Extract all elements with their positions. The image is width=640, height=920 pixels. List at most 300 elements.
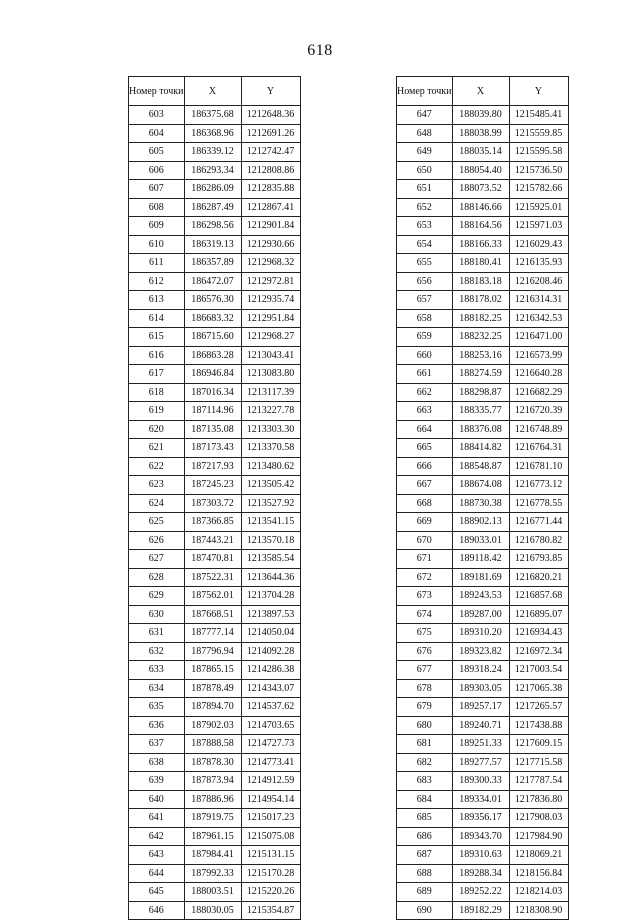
- x-cell: 187470.81: [184, 550, 241, 569]
- x-cell: 189251.33: [452, 735, 509, 754]
- x-cell: 188376.08: [452, 420, 509, 439]
- y-cell: 1215925.01: [509, 198, 568, 217]
- x-cell: 187919.75: [184, 809, 241, 828]
- x-cell: 187135.08: [184, 420, 241, 439]
- y-cell: 1217438.88: [509, 716, 568, 735]
- x-cell: 187984.41: [184, 846, 241, 865]
- x-cell: 188146.66: [452, 198, 509, 217]
- table-row: [397, 735, 569, 754]
- x-cell: 187245.23: [184, 476, 241, 495]
- y-cell: 1218156.84: [509, 864, 568, 883]
- y-cell: 1216640.28: [509, 365, 568, 384]
- y-cell: 1212968.32: [241, 254, 300, 273]
- x-cell: 186715.60: [184, 328, 241, 347]
- x-cell: 189243.53: [452, 587, 509, 606]
- x-cell: 188039.80: [452, 106, 509, 125]
- y-cell: 1212972.81: [241, 272, 300, 291]
- x-cell: 187562.01: [184, 587, 241, 606]
- point-number-cell: 640: [129, 790, 185, 809]
- x-cell: 187668.51: [184, 605, 241, 624]
- point-number-cell: 615: [129, 328, 185, 347]
- table-row: [397, 568, 569, 587]
- table-row: [397, 402, 569, 421]
- x-cell: 187114.96: [184, 402, 241, 421]
- point-number-cell: 682: [397, 753, 453, 772]
- point-number-cell: 650: [397, 161, 453, 180]
- y-cell: 1215485.41: [509, 106, 568, 125]
- point-number-cell: 618: [129, 383, 185, 402]
- table-row: [129, 161, 301, 180]
- table-row: [397, 513, 569, 532]
- table-row: [397, 180, 569, 199]
- y-cell: 1217836.80: [509, 790, 568, 809]
- y-cell: 1215170.28: [241, 864, 300, 883]
- x-cell: 187217.93: [184, 457, 241, 476]
- point-number-cell: 656: [397, 272, 453, 291]
- x-cell: 188902.13: [452, 513, 509, 532]
- point-number-cell: 608: [129, 198, 185, 217]
- table-row: [129, 106, 301, 125]
- y-cell: 1213480.62: [241, 457, 300, 476]
- table-row: [397, 716, 569, 735]
- table-row: [129, 143, 301, 162]
- y-cell: 1216857.68: [509, 587, 568, 606]
- x-cell: 186319.13: [184, 235, 241, 254]
- table-row: [129, 679, 301, 698]
- table-row: [129, 198, 301, 217]
- point-number-cell: 605: [129, 143, 185, 162]
- table-row: [129, 494, 301, 513]
- x-cell: 188035.14: [452, 143, 509, 162]
- table-row: [129, 790, 301, 809]
- y-cell: 1216820.21: [509, 568, 568, 587]
- y-cell: 1217787.54: [509, 772, 568, 791]
- x-cell: 187961.15: [184, 827, 241, 846]
- x-cell: 189182.29: [452, 901, 509, 920]
- point-number-cell: 612: [129, 272, 185, 291]
- x-cell: 188038.99: [452, 124, 509, 143]
- y-cell: 1212835.88: [241, 180, 300, 199]
- y-cell: 1216471.00: [509, 328, 568, 347]
- table-row: [129, 846, 301, 865]
- table-row: [397, 624, 569, 643]
- point-number-cell: 636: [129, 716, 185, 735]
- table-row: [397, 642, 569, 661]
- y-cell: 1216972.34: [509, 642, 568, 661]
- table-row: [129, 550, 301, 569]
- point-number-cell: 658: [397, 309, 453, 328]
- y-cell: 1215736.50: [509, 161, 568, 180]
- y-cell: 1216764.31: [509, 439, 568, 458]
- table-row: [129, 568, 301, 587]
- point-number-cell: 684: [397, 790, 453, 809]
- point-number-cell: 678: [397, 679, 453, 698]
- table-row: [397, 161, 569, 180]
- table-row: [129, 698, 301, 717]
- point-number-cell: 683: [397, 772, 453, 791]
- y-cell: 1216781.10: [509, 457, 568, 476]
- table-row: [397, 846, 569, 865]
- point-number-cell: 642: [129, 827, 185, 846]
- point-number-cell: 670: [397, 531, 453, 550]
- y-cell: 1215354.87: [241, 901, 300, 920]
- point-number-cell: 607: [129, 180, 185, 199]
- table-row: [397, 291, 569, 310]
- point-number-cell: 634: [129, 679, 185, 698]
- point-number-cell: 680: [397, 716, 453, 735]
- x-cell: 188232.25: [452, 328, 509, 347]
- point-number-cell: 633: [129, 661, 185, 680]
- y-cell: 1213897.53: [241, 605, 300, 624]
- y-cell: 1215782.66: [509, 180, 568, 199]
- table-row: [397, 901, 569, 920]
- y-cell: 1213644.36: [241, 568, 300, 587]
- table-row: [397, 864, 569, 883]
- table-row: [129, 254, 301, 273]
- y-cell: 1212935.74: [241, 291, 300, 310]
- table-row: [129, 476, 301, 495]
- point-number-cell: 619: [129, 402, 185, 421]
- y-cell: 1212648.36: [241, 106, 300, 125]
- y-cell: 1212901.84: [241, 217, 300, 236]
- table-row: [397, 198, 569, 217]
- x-cell: 189310.20: [452, 624, 509, 643]
- table-row: [397, 217, 569, 236]
- table-row: [129, 402, 301, 421]
- y-cell: 1213527.92: [241, 494, 300, 513]
- x-cell: 189252.22: [452, 883, 509, 902]
- x-cell: 188054.40: [452, 161, 509, 180]
- point-number-cell: 681: [397, 735, 453, 754]
- table-row: [129, 716, 301, 735]
- point-number-cell: 663: [397, 402, 453, 421]
- y-cell: 1217065.38: [509, 679, 568, 698]
- header-y: Y: [509, 77, 568, 106]
- table-row: [397, 309, 569, 328]
- x-cell: 188180.41: [452, 254, 509, 273]
- y-cell: 1217984.90: [509, 827, 568, 846]
- point-number-cell: 667: [397, 476, 453, 495]
- table-row: [397, 661, 569, 680]
- x-cell: 189033.01: [452, 531, 509, 550]
- point-number-cell: 648: [397, 124, 453, 143]
- x-cell: 186298.56: [184, 217, 241, 236]
- table-row: [397, 124, 569, 143]
- x-cell: 188298.87: [452, 383, 509, 402]
- y-cell: 1215559.85: [509, 124, 568, 143]
- y-cell: 1213704.28: [241, 587, 300, 606]
- x-cell: 186293.34: [184, 161, 241, 180]
- table-row: [129, 420, 301, 439]
- y-cell: 1216895.07: [509, 605, 568, 624]
- table-row: [397, 420, 569, 439]
- table-row: [129, 642, 301, 661]
- y-cell: 1215131.15: [241, 846, 300, 865]
- table-body-left: [129, 106, 301, 920]
- header-point-number: Номер точки: [129, 77, 185, 106]
- y-cell: 1217715.58: [509, 753, 568, 772]
- table-row: [129, 346, 301, 365]
- y-cell: 1216029.43: [509, 235, 568, 254]
- x-cell: 187016.34: [184, 383, 241, 402]
- x-cell: 186683.32: [184, 309, 241, 328]
- header-point-number: Номер точки: [397, 77, 453, 106]
- table-row: [397, 827, 569, 846]
- point-number-cell: 677: [397, 661, 453, 680]
- point-number-cell: 616: [129, 346, 185, 365]
- point-number-cell: 623: [129, 476, 185, 495]
- x-cell: 187303.72: [184, 494, 241, 513]
- table-row: [397, 235, 569, 254]
- point-number-cell: 613: [129, 291, 185, 310]
- x-cell: 189300.33: [452, 772, 509, 791]
- y-cell: 1215971.03: [509, 217, 568, 236]
- table-row: [129, 809, 301, 828]
- coordinates-table-right: [396, 76, 569, 920]
- x-cell: 186863.28: [184, 346, 241, 365]
- y-cell: 1216314.31: [509, 291, 568, 310]
- table-row: [397, 809, 569, 828]
- y-cell: 1216135.93: [509, 254, 568, 273]
- table-row: [397, 254, 569, 273]
- table-row: [129, 272, 301, 291]
- table-row: [129, 328, 301, 347]
- table-row: [129, 883, 301, 902]
- x-cell: 187366.85: [184, 513, 241, 532]
- point-number-cell: 614: [129, 309, 185, 328]
- x-cell: 188274.59: [452, 365, 509, 384]
- point-number-cell: 632: [129, 642, 185, 661]
- table-row: [129, 180, 301, 199]
- point-number-cell: 624: [129, 494, 185, 513]
- x-cell: 187443.21: [184, 531, 241, 550]
- table-row: [397, 587, 569, 606]
- y-cell: 1213505.42: [241, 476, 300, 495]
- x-cell: 186357.89: [184, 254, 241, 273]
- x-cell: 189303.05: [452, 679, 509, 698]
- y-cell: 1213570.18: [241, 531, 300, 550]
- y-cell: 1212867.41: [241, 198, 300, 217]
- point-number-cell: 643: [129, 846, 185, 865]
- table-row: [129, 124, 301, 143]
- x-cell: 187878.30: [184, 753, 241, 772]
- y-cell: 1215075.08: [241, 827, 300, 846]
- x-cell: 189318.24: [452, 661, 509, 680]
- x-cell: 188548.87: [452, 457, 509, 476]
- table-row: [397, 457, 569, 476]
- header-y: Y: [241, 77, 300, 106]
- point-number-cell: 628: [129, 568, 185, 587]
- y-cell: 1218069.21: [509, 846, 568, 865]
- y-cell: 1212742.47: [241, 143, 300, 162]
- x-cell: 186375.68: [184, 106, 241, 125]
- x-cell: 189240.71: [452, 716, 509, 735]
- table-row: [397, 772, 569, 791]
- y-cell: 1215017.23: [241, 809, 300, 828]
- y-cell: 1214703.65: [241, 716, 300, 735]
- y-cell: 1212808.86: [241, 161, 300, 180]
- table-header-row: [397, 77, 569, 106]
- x-cell: 186472.07: [184, 272, 241, 291]
- y-cell: 1214343.07: [241, 679, 300, 698]
- x-cell: 188414.82: [452, 439, 509, 458]
- table-row: [129, 439, 301, 458]
- point-number-cell: 621: [129, 439, 185, 458]
- x-cell: 187865.15: [184, 661, 241, 680]
- y-cell: 1216573.99: [509, 346, 568, 365]
- point-number-cell: 665: [397, 439, 453, 458]
- point-number-cell: 611: [129, 254, 185, 273]
- table-row: [129, 624, 301, 643]
- point-number-cell: 660: [397, 346, 453, 365]
- point-number-cell: 669: [397, 513, 453, 532]
- table-row: [129, 531, 301, 550]
- point-number-cell: 688: [397, 864, 453, 883]
- y-cell: 1214727.73: [241, 735, 300, 754]
- y-cell: 1213541.15: [241, 513, 300, 532]
- x-cell: 186368.96: [184, 124, 241, 143]
- x-cell: 187777.14: [184, 624, 241, 643]
- table-row: [397, 383, 569, 402]
- table-row: [129, 365, 301, 384]
- header-x: X: [184, 77, 241, 106]
- x-cell: 187173.43: [184, 439, 241, 458]
- point-number-cell: 686: [397, 827, 453, 846]
- x-cell: 187902.03: [184, 716, 241, 735]
- x-cell: 186286.09: [184, 180, 241, 199]
- table-row: [397, 494, 569, 513]
- x-cell: 187878.49: [184, 679, 241, 698]
- y-cell: 1214050.04: [241, 624, 300, 643]
- y-cell: 1214537.62: [241, 698, 300, 717]
- y-cell: 1217609.15: [509, 735, 568, 754]
- table-row: [397, 531, 569, 550]
- y-cell: 1212968.27: [241, 328, 300, 347]
- table-row: [397, 328, 569, 347]
- x-cell: 188182.25: [452, 309, 509, 328]
- y-cell: 1214092.28: [241, 642, 300, 661]
- point-number-cell: 649: [397, 143, 453, 162]
- x-cell: 187886.96: [184, 790, 241, 809]
- y-cell: 1216682.29: [509, 383, 568, 402]
- x-cell: 186339.12: [184, 143, 241, 162]
- y-cell: 1217908.03: [509, 809, 568, 828]
- y-cell: 1213227.78: [241, 402, 300, 421]
- x-cell: 187888.58: [184, 735, 241, 754]
- point-number-cell: 637: [129, 735, 185, 754]
- y-cell: 1212691.26: [241, 124, 300, 143]
- point-number-cell: 635: [129, 698, 185, 717]
- point-number-cell: 676: [397, 642, 453, 661]
- point-number-cell: 644: [129, 864, 185, 883]
- table-row: [129, 735, 301, 754]
- y-cell: 1216773.12: [509, 476, 568, 495]
- point-number-cell: 674: [397, 605, 453, 624]
- y-cell: 1214954.14: [241, 790, 300, 809]
- page-number: 618: [307, 42, 333, 59]
- point-number-cell: 627: [129, 550, 185, 569]
- x-cell: 188730.38: [452, 494, 509, 513]
- table-row: [397, 790, 569, 809]
- point-number-cell: 654: [397, 235, 453, 254]
- x-cell: 187522.31: [184, 568, 241, 587]
- y-cell: 1213370.58: [241, 439, 300, 458]
- y-cell: 1218308.90: [509, 901, 568, 920]
- point-number-cell: 657: [397, 291, 453, 310]
- table-row: [129, 235, 301, 254]
- y-cell: 1214286.38: [241, 661, 300, 680]
- table-row: [129, 457, 301, 476]
- y-cell: 1213303.30: [241, 420, 300, 439]
- point-number-cell: 659: [397, 328, 453, 347]
- table-row: [129, 587, 301, 606]
- table-row: [397, 476, 569, 495]
- x-cell: 188073.52: [452, 180, 509, 199]
- table-row: [129, 217, 301, 236]
- point-number-cell: 609: [129, 217, 185, 236]
- table-row: [129, 901, 301, 920]
- point-number-cell: 620: [129, 420, 185, 439]
- point-number-cell: 673: [397, 587, 453, 606]
- table-body-right: [397, 106, 569, 920]
- table-row: [397, 365, 569, 384]
- table-header-row: [129, 77, 301, 106]
- y-cell: 1217003.54: [509, 661, 568, 680]
- point-number-cell: 689: [397, 883, 453, 902]
- y-cell: 1216342.53: [509, 309, 568, 328]
- x-cell: 186946.84: [184, 365, 241, 384]
- x-cell: 189287.00: [452, 605, 509, 624]
- x-cell: 186576.30: [184, 291, 241, 310]
- x-cell: 189310.63: [452, 846, 509, 865]
- coordinates-table-left: [128, 76, 301, 920]
- y-cell: 1218214.03: [509, 883, 568, 902]
- y-cell: 1212951.84: [241, 309, 300, 328]
- x-cell: 188178.02: [452, 291, 509, 310]
- x-cell: 188003.51: [184, 883, 241, 902]
- point-number-cell: 641: [129, 809, 185, 828]
- y-cell: 1212930.66: [241, 235, 300, 254]
- point-number-cell: 631: [129, 624, 185, 643]
- x-cell: 187873.94: [184, 772, 241, 791]
- point-number-cell: 672: [397, 568, 453, 587]
- point-number-cell: 679: [397, 698, 453, 717]
- point-number-cell: 666: [397, 457, 453, 476]
- table-row: [129, 309, 301, 328]
- point-number-cell: 617: [129, 365, 185, 384]
- y-cell: 1214912.59: [241, 772, 300, 791]
- table-row: [397, 550, 569, 569]
- table-row: [397, 698, 569, 717]
- point-number-cell: 685: [397, 809, 453, 828]
- y-cell: 1216780.82: [509, 531, 568, 550]
- point-number-cell: 638: [129, 753, 185, 772]
- y-cell: 1216208.46: [509, 272, 568, 291]
- x-cell: 189277.57: [452, 753, 509, 772]
- point-number-cell: 639: [129, 772, 185, 791]
- x-cell: 189288.34: [452, 864, 509, 883]
- table-row: [397, 106, 569, 125]
- table-row: [397, 679, 569, 698]
- table-row: [397, 753, 569, 772]
- point-number-cell: 647: [397, 106, 453, 125]
- point-number-cell: 610: [129, 235, 185, 254]
- point-number-cell: 630: [129, 605, 185, 624]
- x-cell: 187796.94: [184, 642, 241, 661]
- y-cell: 1213117.39: [241, 383, 300, 402]
- x-cell: 188335.77: [452, 402, 509, 421]
- table-row: [129, 864, 301, 883]
